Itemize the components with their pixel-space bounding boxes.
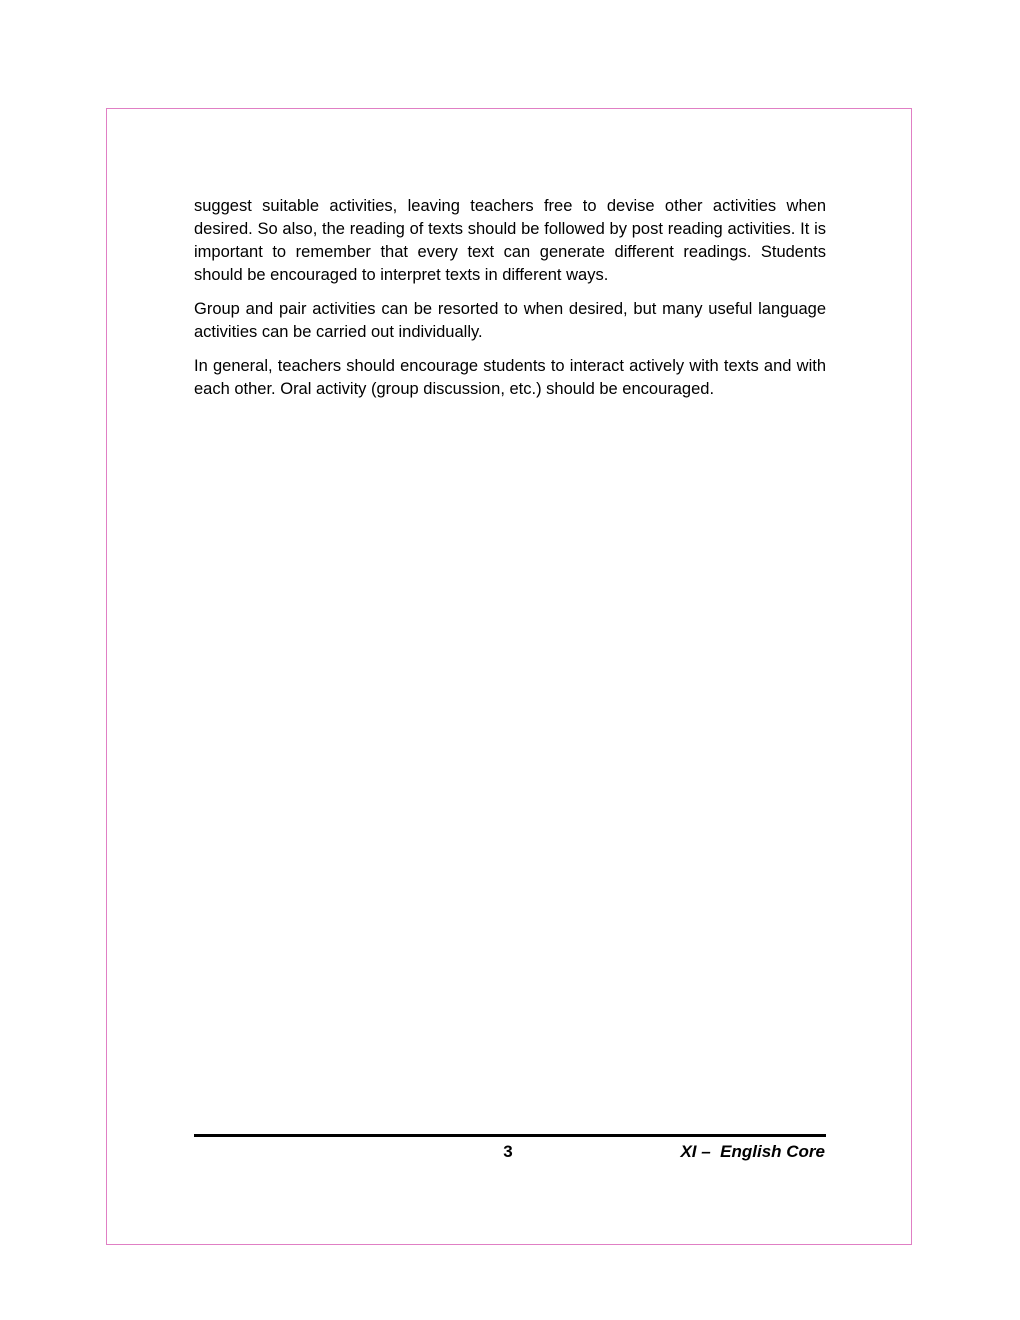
- running-footer-title: XI – English Core: [680, 1142, 825, 1161]
- body-text: [194, 195, 826, 412]
- footer-rule: [194, 1134, 826, 1137]
- paragraph-2: Group and pair activities can be resorted to when desired, but many useful language activities can be carried out individually.: [194, 300, 826, 341]
- paragraph-1: suggest suitable activities, leaving teachers free to devise other activities when desired. So also, the reading of texts should be followed by post reading activities. It is important to remember that every text can generate different readings. Students should be encouraged to interpret texts in different ways.: [194, 197, 826, 284]
- page-number: 3: [503, 1142, 513, 1161]
- paragraph-3: In general, teachers should encourage students to interact actively with texts and with each other. Oral activity (group discussion, etc.) should be encouraged.: [194, 357, 826, 398]
